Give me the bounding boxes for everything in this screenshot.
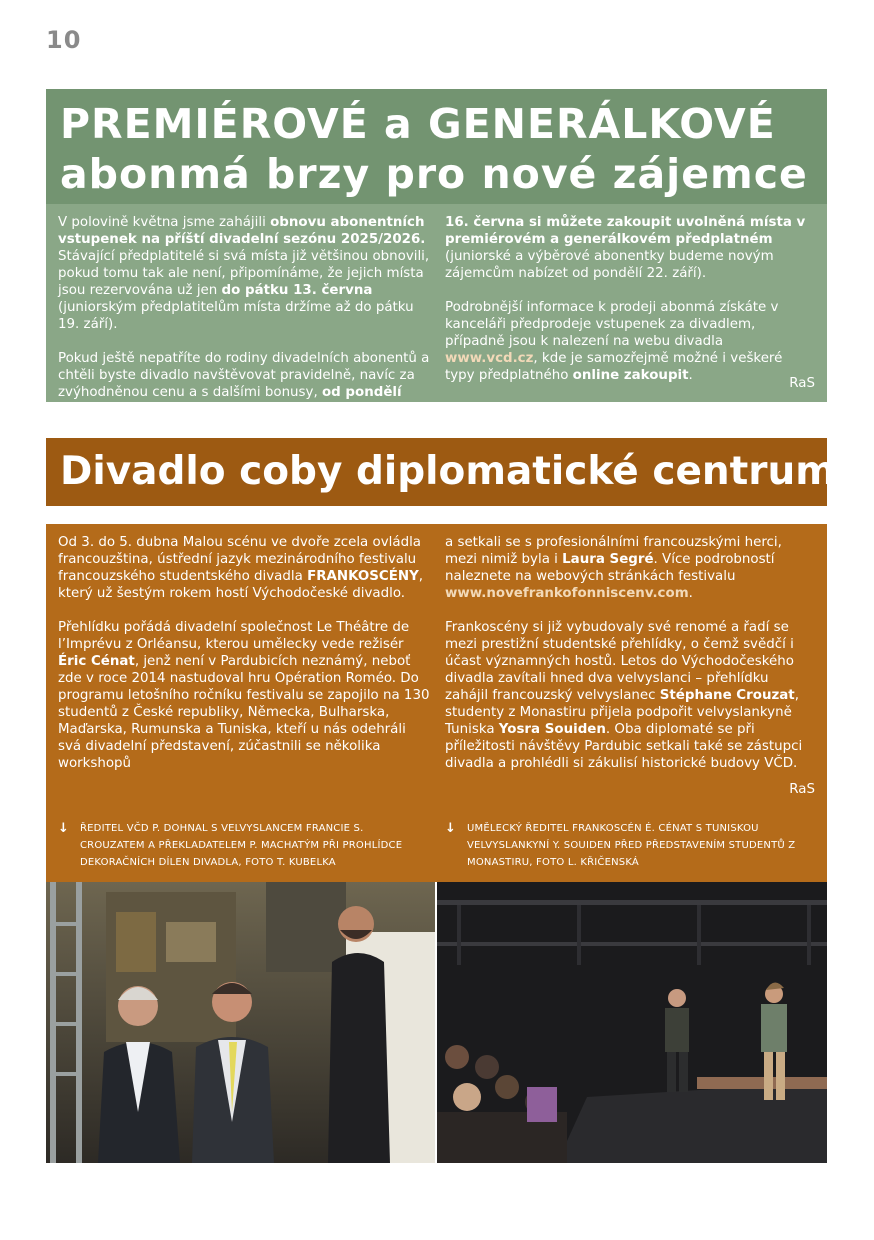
photo-caption-1 <box>58 820 425 871</box>
text: Od 3. do 5. dubna Malou scénu ve dvoře zcela ovládla francouzština, ústřední jazyk mezinárodního festivalu francouzského studentského divadla <box>58 535 421 584</box>
bold-text: od pondělí <box>321 385 402 400</box>
text: , studenty z Monastiru přijela podpořit velvyslankyně Tuniska <box>445 688 799 737</box>
text: . <box>688 586 693 601</box>
article2-column-2 <box>445 534 815 789</box>
paragraph <box>445 214 815 282</box>
article2-body <box>46 524 827 882</box>
text: Pokud ještě nepatříte do rodiny divadelních abonentů a chtěli byste divadlo navštěvovat pravidelně, navíc za zvýhodněnou cenu a s dalšími bonusy, <box>58 351 430 400</box>
caption-text: UMĚLECKÝ ŘEDITEL FRANKOSCÉN É. CÉNAT S TUNISKOU VELVYSLANKYNÍ Y. SOUIDEN PŘED PŘEDSTAVENÍM STUDENTŮ Z MONASTIRU, FOTO L. KŘIČENSKÁ <box>467 823 796 868</box>
text: Stávající předplatitelé si svá místa již většinou obnovili, pokud tomu tak ale není, připomínáme, že jejich místa jsou rezervována už jen <box>58 249 430 298</box>
text: , kde je samozřejmě možné i veškeré typy předplatného <box>445 351 783 383</box>
festival-website-link[interactable]: www.novefrankofonniscenv.com <box>445 586 689 601</box>
text: (juniorské a výběrové abonentky budeme novým zájemcům nabízet od pondělí 22. září). <box>445 249 774 281</box>
paragraph <box>58 619 430 772</box>
article2-column-1 <box>58 534 430 789</box>
text: (juniorským předplatitelům místa držíme až do pátku 19. září). <box>58 300 414 332</box>
article1-title-line2: abonmá brzy pro nové zájemce <box>60 150 808 198</box>
bold-text: do pátku 13. června <box>221 283 373 298</box>
paragraph <box>58 350 430 401</box>
article1-column-1 <box>58 214 430 418</box>
text: , jenž není v Pardubicích neznámý, neboť zde v roce 2014 nastudoval hru Opération Roméo. Do programu letošního ročníku festivalu se zapojilo na 130 studentů z České republiky, Německa, Bulharska, Maďarska, Rumunska a Tuniska, kteří u nás odehráli svá divadelní představení, zúčastnili se několika workshopů <box>58 654 430 771</box>
text: a setkali se s profesionálními francouzskými herci, mezi nimiž byla i <box>445 535 782 567</box>
arrow-down-icon: ↓ <box>58 821 70 836</box>
photo-caption-2 <box>445 820 817 871</box>
paragraph <box>445 534 815 602</box>
article2-title: Divadlo coby diplomatické centrum <box>60 449 836 494</box>
bold-text: obnovu abonentních vstupenek na příští divadelní sezónu 2025/2026. <box>58 215 426 247</box>
article1-body <box>46 204 827 402</box>
paragraph <box>58 534 430 602</box>
text: Frankoscény si již vybudovaly své renomé a řadí se mezi prestižní studentské přehlídky, o čemž svědčí i účast významných hostů. Letos do Východočeského divadla zavítali hned dva velvyslanci – přehlídku zahájil francouzský velvyslanec <box>445 620 794 703</box>
photo-workshop-illustration <box>46 882 435 1163</box>
website-link[interactable]: www.vcd.cz <box>445 351 534 366</box>
photo-stage-illustration <box>437 882 827 1163</box>
bold-text: Stéphane Crouzat <box>659 688 795 703</box>
photo-stage-performance <box>437 882 827 1163</box>
bold-text: Yosra Souiden <box>498 722 606 737</box>
bold-text: Laura Segré <box>562 552 654 567</box>
text: . Více podrobností naleznete na webových stránkách festivalu <box>445 552 775 584</box>
text: , který už šestým rokem hostí Východočeské divadlo. <box>58 569 424 601</box>
text: . <box>688 368 693 383</box>
text: . Oba diplomaté se při příležitosti návštěvy Pardubic setkali také se zástupci divadla a prohlédli si zákulisí historické budovy VČD. <box>445 722 803 771</box>
article2-header <box>46 438 836 506</box>
article2-signature: RaS <box>789 782 815 797</box>
article1-header <box>46 89 827 204</box>
text: Přehlídku pořádá divadelní společnost Le Théâtre de l’Imprévu z Orléansu, kterou umělecky vede režisér <box>58 620 410 652</box>
caption-text: ŘEDITEL VČD P. DOHNAL S VELVYSLANCEM FRANCIE S. CROUZATEM A PŘEKLADATELEM P. MACHATÝM PŘI PROHLÍDCE DEKORAČNÍCH DÍLEN DIVADLA, FOTO T. KUBELKA <box>80 823 403 868</box>
paragraph <box>445 299 815 384</box>
text: V polovině května jsme zahájili <box>58 215 271 230</box>
bold-text: online zakoupit <box>572 368 689 383</box>
photo-workshop-visit <box>46 882 435 1163</box>
paragraph <box>445 619 815 772</box>
article1-column-2 <box>445 214 815 401</box>
text: Podrobnější informace k prodeji abonmá získáte v kanceláři předprodeje vstupenek za divadlem, případně jsou k nalezení na webu divadla <box>445 300 779 349</box>
arrow-down-icon: ↓ <box>445 821 457 836</box>
paragraph <box>58 214 430 333</box>
bold-text: FRANKOSCÉNY <box>307 569 419 584</box>
bold-text: 16. června si můžete zakoupit uvolněná místa v premiérovém a generálkovém předplatném <box>445 215 806 247</box>
bold-text: Éric Cénat <box>58 654 135 669</box>
article1-signature: RaS <box>789 376 815 391</box>
page-number: 10 <box>46 26 82 54</box>
article1-title-line1: PREMIÉROVÉ a GENERÁLKOVÉ <box>60 100 776 148</box>
